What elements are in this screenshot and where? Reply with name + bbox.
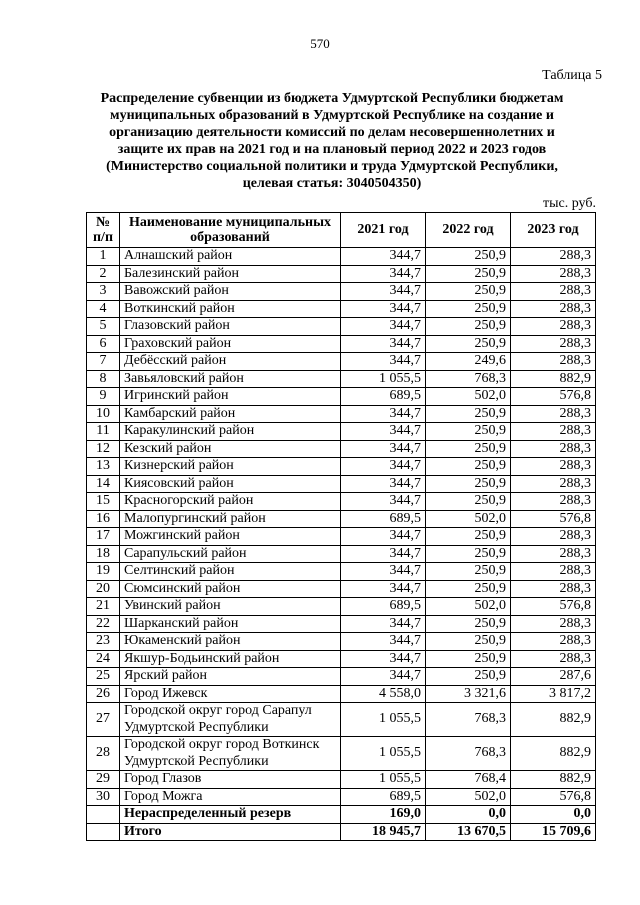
total-row (87, 823, 596, 841)
table-label: Таблица 5 (542, 68, 602, 83)
row-2023: 882,9 (511, 370, 596, 388)
row-2023: 288,3 (511, 248, 596, 266)
header-number-line: п/п (92, 230, 114, 245)
subsidy-table (86, 212, 596, 841)
row-2023: 288,3 (511, 283, 596, 301)
table-row (87, 405, 596, 423)
row-2021: 344,7 (341, 440, 426, 458)
row-number: 25 (87, 668, 120, 686)
table-row (87, 423, 596, 441)
row-2023: 288,3 (511, 353, 596, 371)
row-number: 8 (87, 370, 120, 388)
row-2021: 344,7 (341, 353, 426, 371)
row-2021: 344,7 (341, 615, 426, 633)
title-line: организацию деятельности комиссий по делам несовершеннолетних и (109, 125, 555, 140)
row-2023: 576,8 (511, 788, 596, 806)
row-number: 29 (87, 771, 120, 789)
row-municipality: Город Ижевск (120, 685, 341, 703)
row-number: 3 (87, 283, 120, 301)
row-2022: 502,0 (426, 510, 511, 528)
row-2022: 250,9 (426, 440, 511, 458)
row-2022: 768,4 (426, 771, 511, 789)
row-municipality: Городской округ город Воткинск Удмуртской Республики (120, 737, 341, 771)
row-2021: 344,7 (341, 475, 426, 493)
row-municipality: Город Глазов (120, 771, 341, 789)
row-2023: 288,3 (511, 440, 596, 458)
row-2023: 288,3 (511, 633, 596, 651)
row-number: 26 (87, 685, 120, 703)
row-municipality: Киясовский район (120, 475, 341, 493)
row-2023: 287,6 (511, 668, 596, 686)
row-municipality: Сарапульский район (120, 545, 341, 563)
row-2021: 344,7 (341, 335, 426, 353)
row-municipality: Камбарский район (120, 405, 341, 423)
row-2022: 250,9 (426, 248, 511, 266)
row-2023: 882,9 (511, 703, 596, 737)
table-row (87, 685, 596, 703)
row-municipality: Якшур-Бодьинский район (120, 650, 341, 668)
row-2022: 249,6 (426, 353, 511, 371)
row-2021: 689,5 (341, 510, 426, 528)
title-line: (Министерство социальной политики и труда Удмуртской Республики, (106, 159, 558, 174)
row-2022: 250,9 (426, 563, 511, 581)
row-2022: 250,9 (426, 318, 511, 336)
row-2021: 344,7 (341, 283, 426, 301)
row-municipality: Игринский район (120, 388, 341, 406)
row-2021: 344,7 (341, 248, 426, 266)
document-title (72, 90, 592, 192)
row-number: 23 (87, 633, 120, 651)
table-row (87, 440, 596, 458)
row-2021: 1 055,5 (341, 370, 426, 388)
title-line: муниципальных образований в Удмуртской Республике на создание и (110, 108, 554, 123)
row-municipality: Малопургинский район (120, 510, 341, 528)
row-2021: 344,7 (341, 545, 426, 563)
row-2021: 689,5 (341, 388, 426, 406)
row-number: 7 (87, 353, 120, 371)
row-2023: 288,3 (511, 458, 596, 476)
row-2023: 288,3 (511, 300, 596, 318)
row-2023: 576,8 (511, 388, 596, 406)
row-number: 4 (87, 300, 120, 318)
row-2021: 1 055,5 (341, 771, 426, 789)
table-row (87, 300, 596, 318)
table-row (87, 737, 596, 771)
row-2021: 1 055,5 (341, 703, 426, 737)
row-municipality: Юкаменский район (120, 633, 341, 651)
row-municipality: Глазовский район (120, 318, 341, 336)
row-2023: 288,3 (511, 493, 596, 511)
table-row (87, 788, 596, 806)
reserve-name: Нераспределенный резерв (120, 806, 341, 824)
table-row (87, 388, 596, 406)
row-2023: 288,3 (511, 423, 596, 441)
table-row (87, 580, 596, 598)
row-municipality: Ярский район (120, 668, 341, 686)
row-2022: 250,9 (426, 335, 511, 353)
row-2022: 250,9 (426, 475, 511, 493)
table-row (87, 318, 596, 336)
row-2023: 288,3 (511, 335, 596, 353)
row-number: 30 (87, 788, 120, 806)
reserve-2021: 169,0 (341, 806, 426, 824)
table-row (87, 703, 596, 737)
title-line: защите их прав на 2021 год и на плановый период 2022 и 2023 годов (117, 142, 547, 157)
row-2021: 689,5 (341, 598, 426, 616)
row-2022: 250,9 (426, 528, 511, 546)
table-row (87, 650, 596, 668)
row-municipality: Дебёсский район (120, 353, 341, 371)
reserve-2023: 0,0 (511, 806, 596, 824)
row-municipality: Красногорский район (120, 493, 341, 511)
row-municipality: Балезинский район (120, 265, 341, 283)
table-row (87, 668, 596, 686)
row-number: 5 (87, 318, 120, 336)
header-2021: 2021 год (341, 213, 426, 248)
total-2023: 15 709,6 (511, 823, 596, 841)
row-2022: 250,9 (426, 423, 511, 441)
reserve-row (87, 806, 596, 824)
row-municipality: Алнашский район (120, 248, 341, 266)
row-municipality: Шарканский район (120, 615, 341, 633)
row-municipality: Каракулинский район (120, 423, 341, 441)
row-2023: 288,3 (511, 475, 596, 493)
row-2021: 344,7 (341, 423, 426, 441)
header-name-line: образований (190, 230, 270, 245)
total-number (87, 823, 120, 841)
row-2021: 689,5 (341, 788, 426, 806)
row-2022: 502,0 (426, 598, 511, 616)
row-2022: 250,9 (426, 580, 511, 598)
row-2023: 288,3 (511, 528, 596, 546)
table-row (87, 493, 596, 511)
table-row (87, 283, 596, 301)
row-2023: 288,3 (511, 545, 596, 563)
row-2023: 288,3 (511, 265, 596, 283)
reserve-number (87, 806, 120, 824)
table-row (87, 458, 596, 476)
row-2022: 250,9 (426, 300, 511, 318)
table-row (87, 615, 596, 633)
row-2022: 250,9 (426, 283, 511, 301)
row-2021: 344,7 (341, 300, 426, 318)
row-municipality: Городской округ город Сарапул Удмуртской Республики (120, 703, 341, 737)
row-municipality: Кизнерский район (120, 458, 341, 476)
row-2023: 576,8 (511, 598, 596, 616)
row-2022: 250,9 (426, 493, 511, 511)
row-number: 13 (87, 458, 120, 476)
row-2022: 250,9 (426, 650, 511, 668)
row-number: 24 (87, 650, 120, 668)
row-2023: 288,3 (511, 405, 596, 423)
table-row (87, 475, 596, 493)
table-row (87, 633, 596, 651)
row-2022: 768,3 (426, 370, 511, 388)
row-municipality: Можгинский район (120, 528, 341, 546)
row-municipality: Селтинский район (120, 563, 341, 581)
row-2023: 882,9 (511, 737, 596, 771)
row-2022: 250,9 (426, 545, 511, 563)
row-municipality: Завьяловский район (120, 370, 341, 388)
row-number: 6 (87, 335, 120, 353)
header-name-line: Наименование муниципальных (128, 215, 332, 230)
row-2022: 250,9 (426, 458, 511, 476)
row-number: 12 (87, 440, 120, 458)
table-row (87, 563, 596, 581)
row-2022: 250,9 (426, 668, 511, 686)
row-2022: 502,0 (426, 388, 511, 406)
row-2023: 288,3 (511, 650, 596, 668)
total-2021: 18 945,7 (341, 823, 426, 841)
row-2021: 4 558,0 (341, 685, 426, 703)
row-2021: 344,7 (341, 493, 426, 511)
table-row (87, 335, 596, 353)
row-2021: 1 055,5 (341, 737, 426, 771)
table-row (87, 598, 596, 616)
row-2021: 344,7 (341, 668, 426, 686)
table-row (87, 771, 596, 789)
header-2022: 2022 год (426, 213, 511, 248)
row-number: 19 (87, 563, 120, 581)
row-number: 18 (87, 545, 120, 563)
row-municipality: Вавожский район (120, 283, 341, 301)
row-number: 17 (87, 528, 120, 546)
row-2023: 882,9 (511, 771, 596, 789)
header-number-line: № (95, 215, 111, 230)
row-2021: 344,7 (341, 458, 426, 476)
reserve-2022: 0,0 (426, 806, 511, 824)
header-name (120, 213, 341, 248)
row-2022: 768,3 (426, 737, 511, 771)
row-municipality: Кезский район (120, 440, 341, 458)
table-header-row (87, 213, 596, 248)
row-2021: 344,7 (341, 318, 426, 336)
table-row (87, 545, 596, 563)
table-row (87, 248, 596, 266)
row-number: 15 (87, 493, 120, 511)
table-row (87, 510, 596, 528)
row-2023: 288,3 (511, 615, 596, 633)
row-2023: 288,3 (511, 318, 596, 336)
row-number: 16 (87, 510, 120, 528)
row-2023: 3 817,2 (511, 685, 596, 703)
row-2023: 288,3 (511, 580, 596, 598)
row-2022: 250,9 (426, 633, 511, 651)
row-number: 14 (87, 475, 120, 493)
units-label: тыс. руб. (543, 196, 596, 211)
row-2022: 768,3 (426, 703, 511, 737)
row-municipality: Увинский район (120, 598, 341, 616)
row-number: 21 (87, 598, 120, 616)
table-row (87, 265, 596, 283)
header-number (87, 213, 120, 248)
row-2023: 576,8 (511, 510, 596, 528)
row-2021: 344,7 (341, 405, 426, 423)
row-2022: 502,0 (426, 788, 511, 806)
row-2021: 344,7 (341, 650, 426, 668)
table-body (87, 248, 596, 806)
row-number: 2 (87, 265, 120, 283)
row-number: 1 (87, 248, 120, 266)
row-2023: 288,3 (511, 563, 596, 581)
page-number: 570 (310, 36, 330, 51)
table-row (87, 528, 596, 546)
row-2021: 344,7 (341, 563, 426, 581)
row-2022: 250,9 (426, 615, 511, 633)
table-row (87, 370, 596, 388)
row-2021: 344,7 (341, 528, 426, 546)
header-2023: 2023 год (511, 213, 596, 248)
row-number: 22 (87, 615, 120, 633)
row-number: 11 (87, 423, 120, 441)
row-municipality: Воткинский район (120, 300, 341, 318)
row-2022: 250,9 (426, 405, 511, 423)
row-number: 9 (87, 388, 120, 406)
row-number: 20 (87, 580, 120, 598)
row-municipality: Город Можга (120, 788, 341, 806)
row-2021: 344,7 (341, 580, 426, 598)
title-line: целевая статья: 3040504350) (242, 176, 422, 191)
row-number: 10 (87, 405, 120, 423)
total-2022: 13 670,5 (426, 823, 511, 841)
row-2022: 250,9 (426, 265, 511, 283)
row-municipality: Сюмсинский район (120, 580, 341, 598)
table-row (87, 353, 596, 371)
row-number: 27 (87, 703, 120, 737)
row-municipality: Граховский район (120, 335, 341, 353)
row-2022: 3 321,6 (426, 685, 511, 703)
title-line: Распределение субвенции из бюджета Удмуртской Республики бюджетам (100, 91, 564, 106)
total-name: Итого (120, 823, 341, 841)
row-number: 28 (87, 737, 120, 771)
row-2021: 344,7 (341, 633, 426, 651)
row-2021: 344,7 (341, 265, 426, 283)
